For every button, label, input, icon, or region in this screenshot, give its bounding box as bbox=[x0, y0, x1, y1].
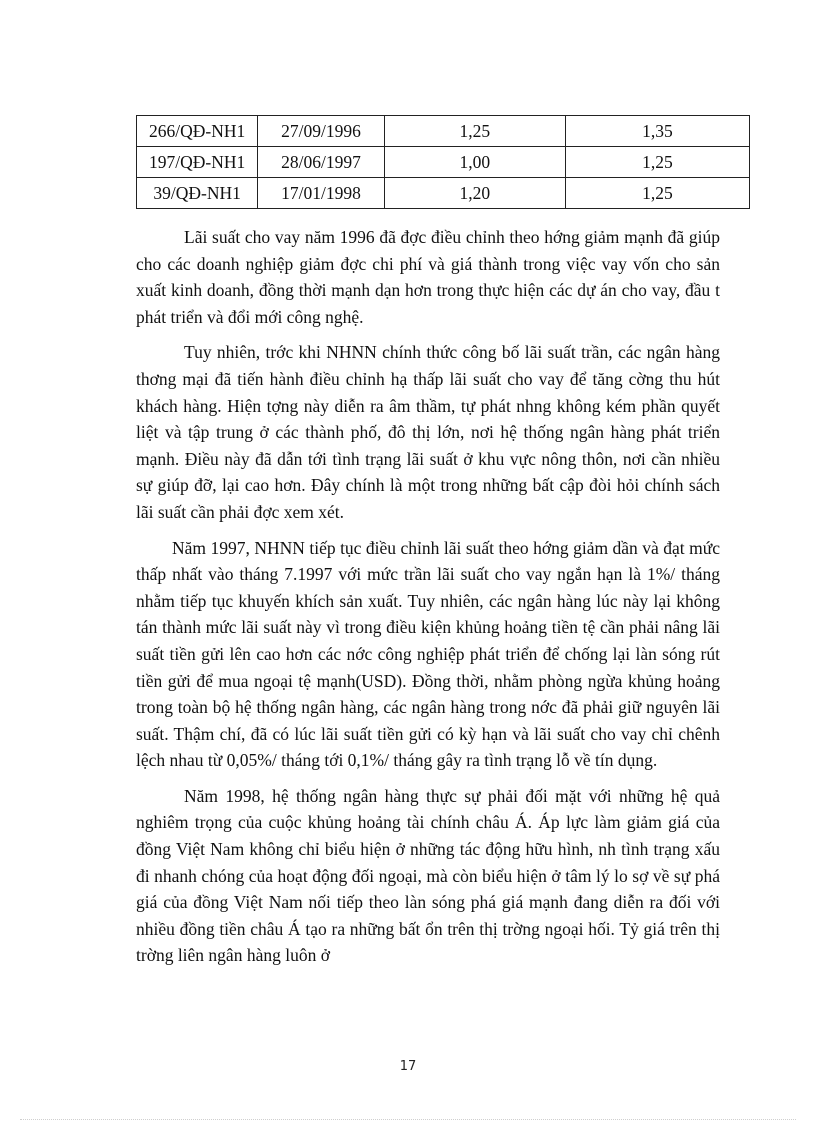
table-cell-decision: 266/QĐ-NH1 bbox=[137, 116, 258, 147]
table-cell-date: 17/01/1998 bbox=[258, 178, 384, 209]
paragraph: Năm 1998, hệ thống ngân hàng thực sự phải đối mặt với những hệ quả nghiêm trọng của cuộc khủng hoảng tài chính châu Á. Áp lực làm giảm giá của đồng Việt Nam không chỉ biểu hiện ở những tác động hữu hình, nh tình trạng xấu đi nhanh chóng của hoạt động đối ngoại, mà còn biểu hiện ở tâm lý lo sợ về sự phá giá của đồng Việt Nam nối tiếp theo làn sóng phá giá mạnh đang diễn ra đối với nhiều đồng tiền châu Á tạo ra những bất ổn trên thị trờng ngoại hối. Tỷ giá trên thị trờng liên ngân hàng luôn ở bbox=[136, 785, 720, 966]
page-divider bbox=[20, 1119, 796, 1120]
table-cell-rate: 1,25 bbox=[565, 147, 749, 178]
table-row bbox=[137, 116, 750, 147]
table-cell-rate: 1,25 bbox=[565, 178, 749, 209]
table-row bbox=[137, 178, 750, 209]
interest-rate-table bbox=[136, 115, 750, 209]
table-cell-rate: 1,35 bbox=[565, 116, 749, 147]
table-cell-decision: 39/QĐ-NH1 bbox=[137, 178, 258, 209]
table-cell-rate: 1,00 bbox=[384, 147, 565, 178]
paragraph: Năm 1997, NHNN tiếp tục điều chỉnh lãi suất theo hớng giảm dần và đạt mức thấp nhất vào tháng 7.1997 với mức trần lãi suất cho vay ngắn hạn là 1%/ tháng nhằm tiếp tục khuyến khích sản xuất. Tuy nhiên, các ngân hàng lúc này lại không tán thành mức lãi suất này vì trong điều kiện khủng hoảng tiền tệ cần phải nâng lãi suất tiền gửi lên cao hơn các nớc công nghiệp phát triển để chống lại làn sóng rút tiền gửi để mua ngoại tệ mạnh(USD). Đồng thời, nhằm phòng ngừa khủng hoảng trong toàn bộ hệ thống ngân hàng, các ngân hàng trong nớc đã phải giữ nguyên lãi suất. Thậm chí, đã có lúc lãi suất tiền gửi có kỳ hạn và lãi suất cho vay chỉ chênh lệch nhau từ 0,05%/ tháng tới 0,1%/ tháng gây ra tình trạng lỗ về tín dụng. bbox=[136, 537, 720, 771]
table-row bbox=[137, 147, 750, 178]
table-cell-rate: 1,20 bbox=[384, 178, 565, 209]
paragraph: Tuy nhiên, trớc khi NHNN chính thức công bố lãi suất trần, các ngân hàng thơng mại đã tiến hành điều chỉnh hạ thấp lãi suất cho vay để tăng cờng thu hút khách hàng. Hiện tợng này diễn ra âm thầm, tự phát nhng không kém phần quyết liệt và tập trung ở các thành phố, đô thị lớn, nơi hệ thống ngân hàng phát triển mạnh. Điều này đã dẫn tới tình trạng lãi suất ở khu vực nông thôn, nơi cần nhiều sự giúp đỡ, lại cao hơn. Đây chính là một trong những bất cập đòi hỏi chính sách lãi suất cần phải đợc xem xét. bbox=[136, 342, 720, 522]
body-text bbox=[136, 224, 720, 978]
table-cell-date: 28/06/1997 bbox=[258, 147, 384, 178]
table-cell-decision: 197/QĐ-NH1 bbox=[137, 147, 258, 178]
table-cell-date: 27/09/1996 bbox=[258, 116, 384, 147]
page-number: 17 bbox=[399, 1059, 417, 1074]
paragraph: Lãi suất cho vay năm 1996 đã đợc điều chỉnh theo hớng giảm mạnh đã giúp cho các doanh nghiệp giảm đợc chi phí và giá thành trong việc vay vốn cho sản xuất kinh doanh, đồng thời mạnh dạn hơn trong thực hiện các dự án cho vay, đầu t phát triển và đổi mới công nghệ. bbox=[136, 227, 720, 327]
table-cell-rate: 1,25 bbox=[384, 116, 565, 147]
